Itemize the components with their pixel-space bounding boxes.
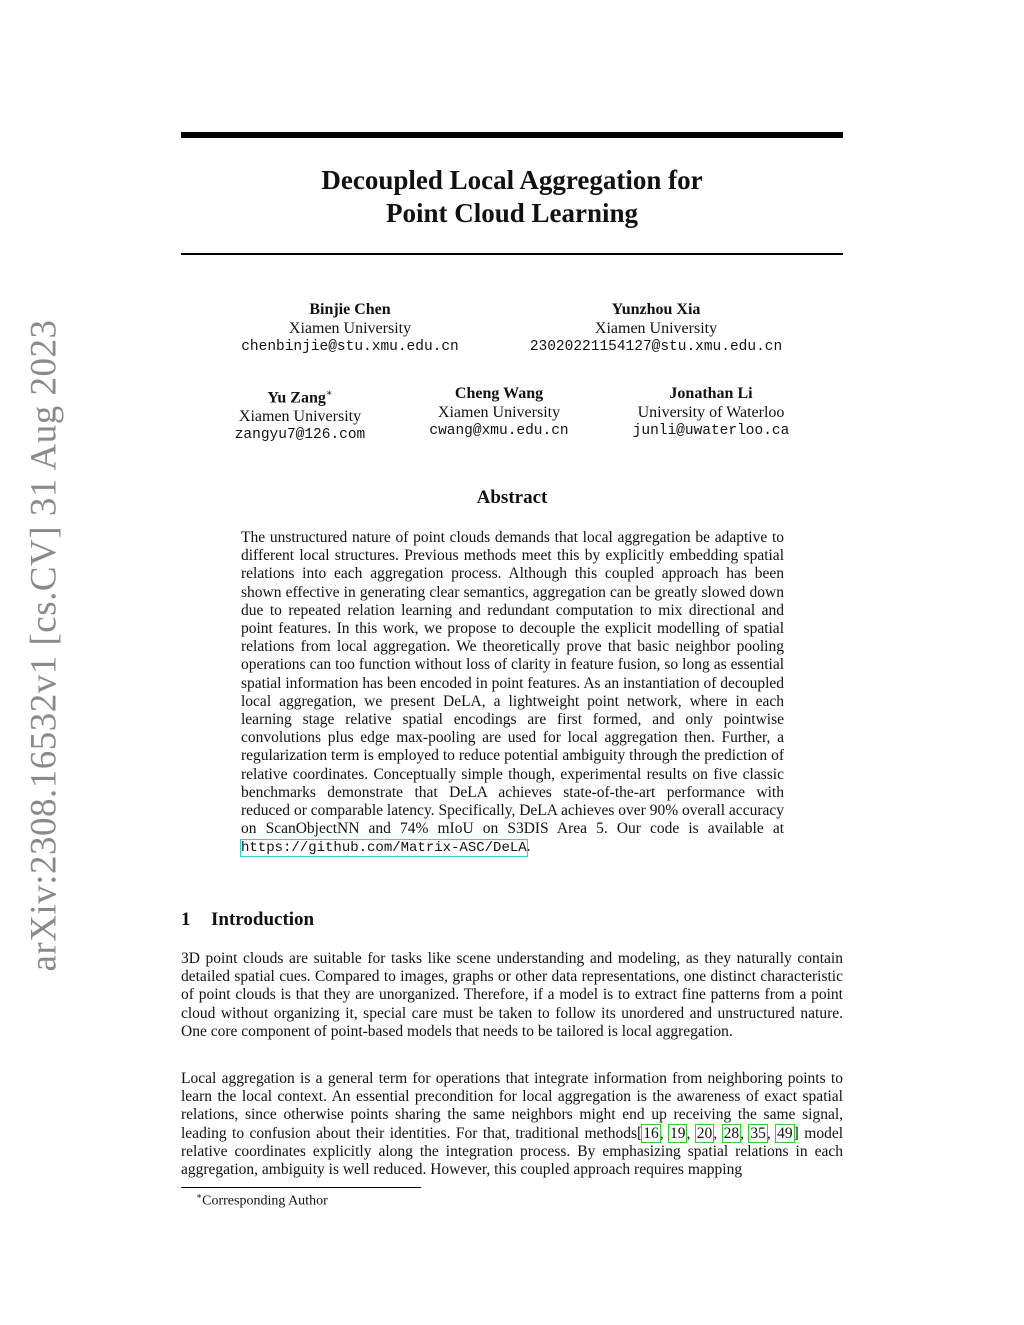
author-affiliation: Xiamen University xyxy=(594,320,718,337)
author-email: chenbinjie@stu.xmu.edu.cn xyxy=(241,339,459,355)
author-name: Yu Zang∗ xyxy=(267,388,333,407)
citation-link[interactable]: 20 xyxy=(696,1124,713,1142)
author-name: Yunzhou Xia xyxy=(611,301,701,318)
arxiv-stamp xyxy=(14,318,74,972)
footnote-rule xyxy=(181,1187,421,1188)
intro-paragraph-2: Local aggregation is a general term for operations that integrate information from neighboring points to learn the local context. An essential precondition for local aggregation is the awareness of exact spatial relations, since otherwise points sharing the same neighbors might end up receiving the same signal, leading to confusion about their identities. For that, traditional methods[16, 19, 20, 28, 35, 49] model relative coordinates explicitly along the integration process. By emphasizing spatial relations in each aggregation, ambiguity is well reduced. However, this coupled approach requires mapping xyxy=(181,1070,844,1179)
author-block xyxy=(620,384,802,441)
citation-link[interactable]: 16 xyxy=(643,1124,659,1142)
footnote-marker: ∗ xyxy=(196,1191,203,1201)
author-email: junli@uwaterloo.ca xyxy=(632,423,790,439)
citation-link[interactable]: 28 xyxy=(723,1124,740,1142)
author-email: zangyu7@126.com xyxy=(234,427,366,444)
author-block xyxy=(520,300,792,357)
abstract-heading: Abstract xyxy=(476,487,548,508)
abstract-text: The unstructured nature of point clouds demands that local aggregation be adaptive to different local structures. Previous methods meet this by explicitly embedding spatial relations into each aggregation process. Although this coupled approach has been shown effective in generating clear semantics, aggregation can be greatly slowed down due to repeated relation learning and redundant computation to mix directional and point features. In this work, we propose to decouple the explicit modelling of spatial relations from local aggregation. We theoretically prove that basic neighbor pooling operations can too function without loss of clarity in feature fusion, so long as essential spatial information has been encoded in point features. As an instantiation of decoupled local aggregation, we present DeLA, a lightweight point network, where in each learning stage relative spatial encodings are first formed, and only pointwise convolutions plus edge max-pooling are used for local aggregation then. Further, a regularization term is employed to reduce potential ambiguity through the prediction of relative coordinates. Conceptually simple though, experimental results on five classic benchmarks demonstrate that DeLA achieves state-of-the-art performance with reduced or comparable latency. Specifically, DeLA achieves over 90% overall accuracy on ScanObjectNN and 74% mIoU on S3DIS Area 5. Our code is available at xyxy=(241,529,784,838)
title-line-2: Point Cloud Learning xyxy=(385,198,639,228)
author-block xyxy=(220,384,380,445)
author-block xyxy=(419,384,579,441)
section-heading xyxy=(181,909,314,931)
footnote-text: Corresponding Author xyxy=(202,1193,328,1209)
intro-paragraph-1: 3D point clouds are suitable for tasks like scene understanding and modeling, as they naturally contain detailed spatial cues. Compared to images, graphs or other data representations, one distinct characteristic of point clouds is that they are unorganized. Therefore, if a model is to extract fine patterns from a point cloud without organizing it, special care must be taken to follow its unordered and unstructured nature. One core component of point-based models that needs to be tailored is local aggregation. xyxy=(181,950,843,1040)
author-block xyxy=(240,300,460,357)
citation-link[interactable]: 35 xyxy=(750,1124,766,1142)
author-affiliation: University of Waterloo xyxy=(637,404,785,421)
section-title: Introduction xyxy=(211,909,315,930)
author-affiliation: Xiamen University xyxy=(238,408,362,426)
section-number: 1 xyxy=(181,909,191,930)
citation-link[interactable]: 49 xyxy=(777,1124,793,1142)
author-name: Cheng Wang xyxy=(454,385,544,402)
author-name: Jonathan Li xyxy=(669,385,753,402)
title-rule-top xyxy=(181,132,843,138)
footnote xyxy=(196,1191,328,1210)
abstract-body: The unstructured nature of point clouds demands that local aggregation be adaptive to different local structures. Previous methods meet this by explicitly embedding spatial relations into each aggregation process. Although this coupled approach has been shown effective in generating clear semantics, aggregation can be greatly slowed down due to repeated relation learning and redundant computation to mix directional and point features. In this work, we propose to decouple the explicit modelling of spatial relations from local aggregation. We theoretically prove that basic neighbor pooling operations can too function without loss of clarity in feature fusion, so long as essential spatial information has been encoded in point features. As an instantiation of decoupled local aggregation, we present DeLA, a lightweight point network, where in each learning stage relative spatial encodings are first formed, and only pointwise convolutions plus edge max-pooling are used for local aggregation then. Further, a regularization term is employed to reduce potential ambiguity through the prediction of relative coordinates. Conceptually simple though, experimental results on five classic benchmarks demonstrate that DeLA achieves state-of-the-art performance with reduced or comparable latency. Specifically, DeLA achieves over 90% overall accuracy on ScanObjectNN and 74% mIoU on S3DIS Area 5. Our code is available at https://github.com/Matrix-ASC/DeLA. xyxy=(241,529,784,857)
paper-title xyxy=(181,164,843,230)
citation-link[interactable]: 19 xyxy=(669,1124,686,1142)
author-name: Binjie Chen xyxy=(309,301,391,318)
author-email: cwang@xmu.edu.cn xyxy=(429,423,569,439)
code-link[interactable]: https://github.com/Matrix-ASC/DeLA xyxy=(241,840,527,857)
title-rule-bottom xyxy=(181,253,843,255)
title-line-1: Decoupled Local Aggregation for xyxy=(321,165,703,195)
author-email: 23020221154127@stu.xmu.edu.cn xyxy=(529,339,783,355)
arxiv-stamp-text: arXiv:2308.16532v1 [cs.CV] 31 Aug 2023 xyxy=(23,318,65,972)
author-affiliation: Xiamen University xyxy=(437,404,561,421)
author-affiliation: Xiamen University xyxy=(288,320,412,337)
